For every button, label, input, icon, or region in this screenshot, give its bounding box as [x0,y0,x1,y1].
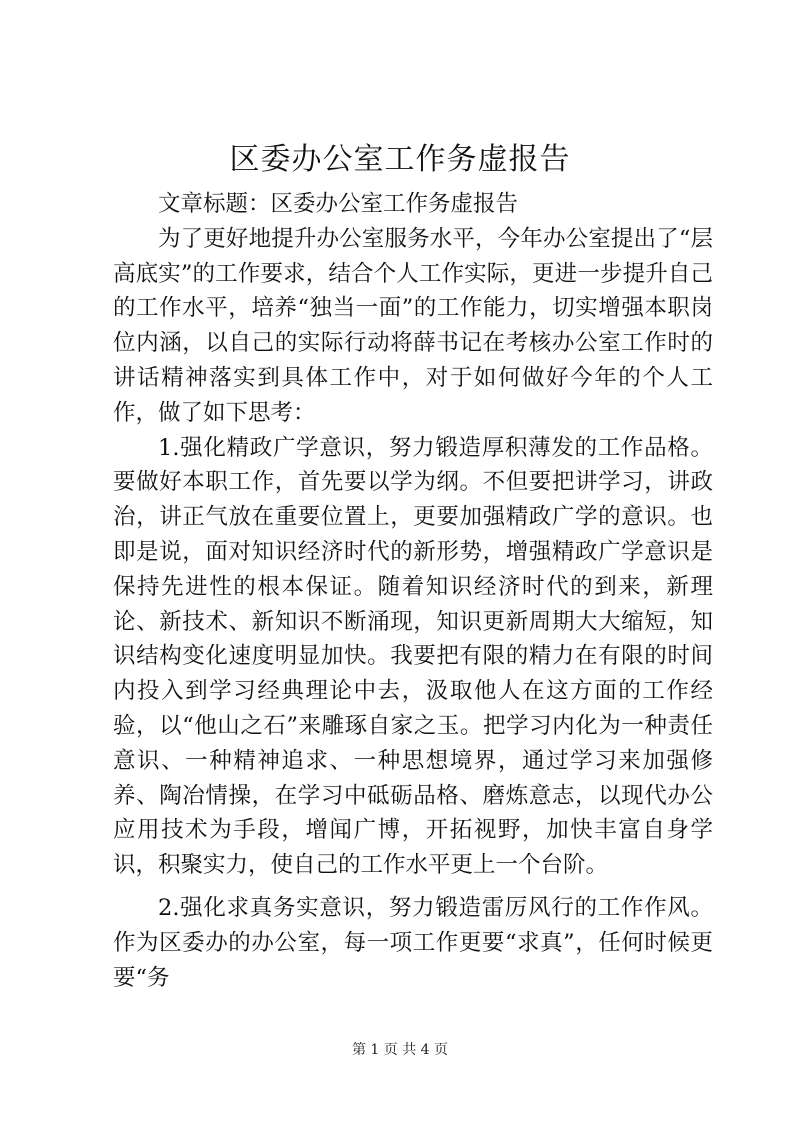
section-1-paragraph: 1.强化精政广学意识，努力锻造厚积薄发的工作品格。要做好本职工作，首先要以学为纲。不但要把讲学习，讲政治，讲正气放在重要位置上，更要加强精政广学的意识。也即是说，面对知识经济时代的新形势，增强精政广学意识是保持先进性的根本保证。随着知识经济时代的到来，新理论、新技术、新知识不断涌现，知识更新周期大大缩短，知识结构变化速度明显加快。我要把有限的精力在有限的时间内投入到学习经典理论中去，汲取他人在这方面的工作经验，以“他山之石”来雕琢自家之玉。把学习内化为一种责任意识、一种精神追求、一种思想境界，通过学习来加强修养、陶冶情操，在学习中砥砺品格、磨炼意志，以现代办公应用技术为手段，增闻广博，开拓视野，加快丰富自身学识，积聚实力，使自己的工作水平更上一个台阶。 [113,434,713,879]
section-2-paragraph: 2.强化求真务实意识，努力锻造雷厉风行的工作作风。作为区委办的办公室，每一项工作更要“求真”，任何时候更要“务 [113,894,713,991]
page-number-footer: 第 1 页 共 4 页 [351,1042,449,1058]
document-body [113,187,713,995]
document-title: 区委办公室工作务虚报告 [229,142,571,177]
article-title-line: 文章标题：区委办公室工作务虚报告 [158,191,519,217]
intro-paragraph: 为了更好地提升办公室服务水平，今年办公室提出了“层高底实”的工作要求，结合个人工作实际，更进一步提升自己的工作水平，培养“独当一面”的工作能力，切实增强本职岗位内涵，以自己的实际行动将薛书记在考核办公室工作时的讲话精神落实到具体工作中，对于如何做好今年的个人工作，做了如下思考： [113,225,713,426]
